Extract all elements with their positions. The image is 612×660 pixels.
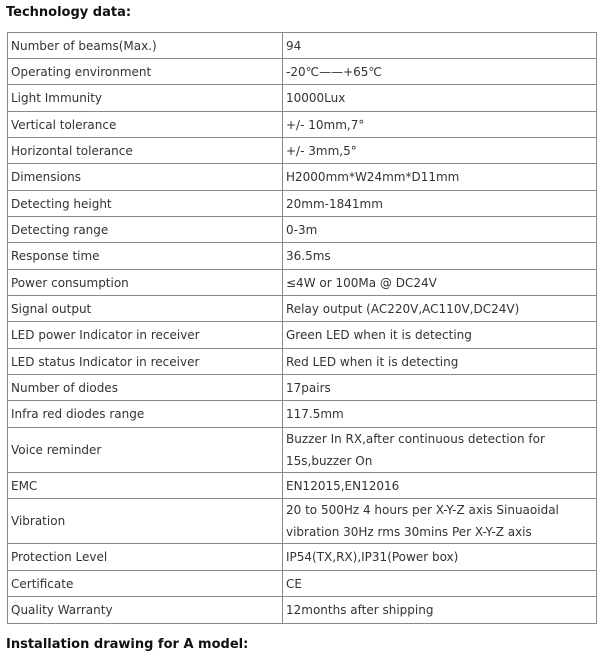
- spec-label: Light Immunity: [8, 85, 283, 112]
- table-row: [8, 473, 597, 499]
- table-row: [8, 597, 597, 624]
- spec-value: 10000Lux: [283, 85, 597, 112]
- table-row: [8, 499, 597, 544]
- spec-label: Detecting height: [8, 191, 283, 217]
- table-row: [8, 191, 597, 217]
- spec-label: EMC: [8, 473, 283, 499]
- spec-value: Green LED when it is detecting: [283, 322, 597, 349]
- spec-value: ≤4W or 100Ma @ DC24V: [283, 270, 597, 296]
- spec-value: -20℃——+65℃: [283, 59, 597, 85]
- table-row: [8, 243, 597, 270]
- spec-value: Red LED when it is detecting: [283, 349, 597, 375]
- spec-value: H2000mm*W24mm*D11mm: [283, 164, 597, 191]
- spec-value: +/- 3mm,5°: [283, 138, 597, 164]
- table-row: [8, 164, 597, 191]
- section-heading-technology: Technology data:: [6, 5, 132, 20]
- spec-label: Horizontal tolerance: [8, 138, 283, 164]
- spec-table: [7, 32, 597, 624]
- table-row: [8, 544, 597, 571]
- table-row: [8, 375, 597, 401]
- spec-value: 20mm-1841mm: [283, 191, 597, 217]
- table-row: [8, 112, 597, 138]
- spec-value: Relay output (AC220V,AC110V,DC24V): [283, 296, 597, 322]
- table-row: [8, 296, 597, 322]
- table-row: [8, 85, 597, 112]
- section-heading-installation: Installation drawing for A model:: [6, 637, 249, 652]
- spec-value: IP54(TX,RX),IP31(Power box): [283, 544, 597, 571]
- spec-label: Vibration: [8, 499, 283, 544]
- table-row: [8, 401, 597, 428]
- spec-value: 117.5mm: [283, 401, 597, 428]
- spec-label: Power consumption: [8, 270, 283, 296]
- spec-label: Protection Level: [8, 544, 283, 571]
- spec-label: Signal output: [8, 296, 283, 322]
- spec-label: Quality Warranty: [8, 597, 283, 624]
- spec-label: Certificate: [8, 571, 283, 597]
- table-row: [8, 270, 597, 296]
- table-row: [8, 138, 597, 164]
- spec-value: 36.5ms: [283, 243, 597, 270]
- spec-label: Vertical tolerance: [8, 112, 283, 138]
- spec-label: Number of diodes: [8, 375, 283, 401]
- spec-value: EN12015,EN12016: [283, 473, 597, 499]
- spec-label: LED status Indicator in receiver: [8, 349, 283, 375]
- spec-value: 94: [283, 33, 597, 59]
- table-row: [8, 59, 597, 85]
- spec-value: CE: [283, 571, 597, 597]
- spec-table-body: [8, 33, 597, 624]
- table-row: [8, 217, 597, 243]
- spec-label: Number of beams(Max.): [8, 33, 283, 59]
- spec-label: Response time: [8, 243, 283, 270]
- spec-label: Voice reminder: [8, 428, 283, 473]
- spec-label: Detecting range: [8, 217, 283, 243]
- table-row: [8, 428, 597, 473]
- spec-label: Operating environment: [8, 59, 283, 85]
- spec-value: 20 to 500Hz 4 hours per X-Y-Z axis Sinuaoidal vibration 30Hz rms 30mins Per X-Y-Z axis: [283, 499, 597, 544]
- table-row: [8, 322, 597, 349]
- spec-value: 12months after shipping: [283, 597, 597, 624]
- spec-label: LED power Indicator in receiver: [8, 322, 283, 349]
- table-row: [8, 349, 597, 375]
- spec-label: Dimensions: [8, 164, 283, 191]
- spec-label: Infra red diodes range: [8, 401, 283, 428]
- spec-value: Buzzer In RX,after continuous detection for 15s,buzzer On: [283, 428, 597, 473]
- spec-value: 17pairs: [283, 375, 597, 401]
- table-row: [8, 571, 597, 597]
- spec-value: 0-3m: [283, 217, 597, 243]
- table-row: [8, 33, 597, 59]
- spec-value: +/- 10mm,7°: [283, 112, 597, 138]
